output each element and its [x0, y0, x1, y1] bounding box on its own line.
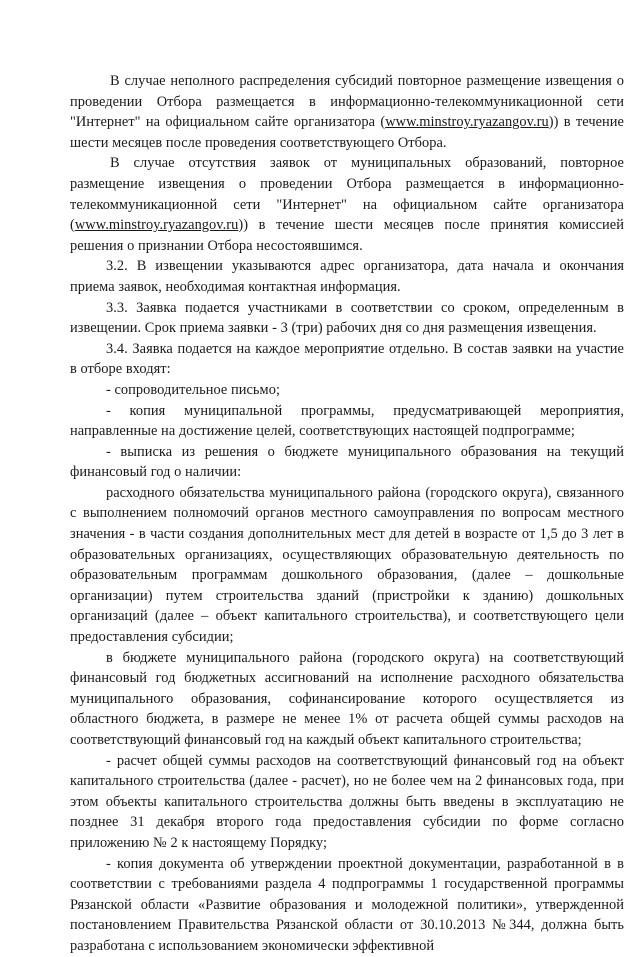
document-body: [70, 71, 624, 957]
list-item-expense-calculation: - расчет общей суммы расходов на соответствующий финансовый год на объект капитального строительства (далее - расчет), но не более чем на 2 финансовых года, при этом объекты капитального строительства должны быть введены в эксплуатацию не позднее 31 декабря второго года предоставления субсидии по форме согласно приложению № 2 к настоящему Порядку;: [70, 752, 624, 851]
list-item-budget-extract: - выписка из решения о бюджете муниципального образования на текущий финансовый год о наличии:: [70, 443, 624, 481]
paragraph-text: )) в течение шести месяцев после принятия комиссией решения о признании Отбора несостоявшимся.: [70, 217, 624, 254]
paragraph-budget-allocations: в бюджете муниципального района (городского округа) на соответствующий финансовый год бюджетных ассигнований на исполнение расходного обязательства муниципального образования, софинансирование которого осуществляется из областного бюджета, в размере не менее 1% от расчета общей суммы расходов на соответствующий финансовый год на каждый объект капитального строительства;: [70, 649, 624, 748]
paragraph-expenditure-obligation: расходного обязательства муниципального района (городского округа), связанного с выполнением полномочий органов местного самоуправления по вопросам местного значения - в части создания дополнительных мест для детей в возрасте от 1,5 до 3 лет в образовательных организациях, осуществляющих образовательную деятельность по образовательным программам дошкольного образования, (далее – дошкольные организации) путем строительства зданий (пристройки к зданию) дошкольных организаций (далее – объект капитального строительства), и соответствующего цели предоставления субсидии;: [70, 484, 624, 646]
paragraph-3-3: 3.3. Заявка подается участниками в соответствии со сроком, определенным в извещении. Срок приема заявки - 3 (три) рабочих дня со дня размещения извещения.: [70, 299, 624, 337]
list-item-design-approval: - копия документа об утверждении проектной документации, разработанной в в соответствии с требованиями раздела 4 подпрограммы 1 государственной программы Рязанской области «Развитие образования и молодежной политики», утвержденной постановлением Правительства Рязанской области от 30.10.2013 №344, должна быть разработана с использованием экономически эффективной: [70, 855, 624, 954]
paragraph-repeat-no-applications: [70, 153, 624, 256]
list-item-program-copy: - копия муниципальной программы, предусматривающей мероприятия, направленные на достижение целей, соответствующих настоящей подпрограмме;: [70, 402, 624, 440]
organizer-website-link[interactable]: www.minstroy.ryazangov.ru: [74, 217, 239, 234]
paragraph-3-2: 3.2. В извещении указываются адрес организатора, дата начала и окончания приема заявок, необходимая контактная информация.: [70, 258, 624, 295]
organizer-website-link[interactable]: www.minstroy.ryazangov.ru: [385, 114, 549, 131]
paragraph-repeat-incomplete-distribution: [70, 71, 624, 153]
paragraph-text: )) в течение шести месяцев после проведения соответствующего Отбора.: [70, 114, 624, 151]
paragraph-text: В случае отсутствия заявок от муниципальных образований, повторное размещение извещения о проведении Отбора размещается в информационно-телекоммуникационной сети "Интернет" на официальном сайте организатора (: [70, 155, 624, 234]
paragraph-text: В случае неполного распределения субсидий повторное размещение извещения о проведении Отбора размещается в информационно-телекоммуникационной сети "Интернет" на официальном сайте организатора (: [70, 73, 624, 131]
list-item-cover-letter: - сопроводительное письмо;: [106, 381, 280, 398]
paragraph-3-4: 3.4. Заявка подается на каждое мероприятие отдельно. В состав заявки на участие в отборе входят:: [70, 340, 624, 378]
